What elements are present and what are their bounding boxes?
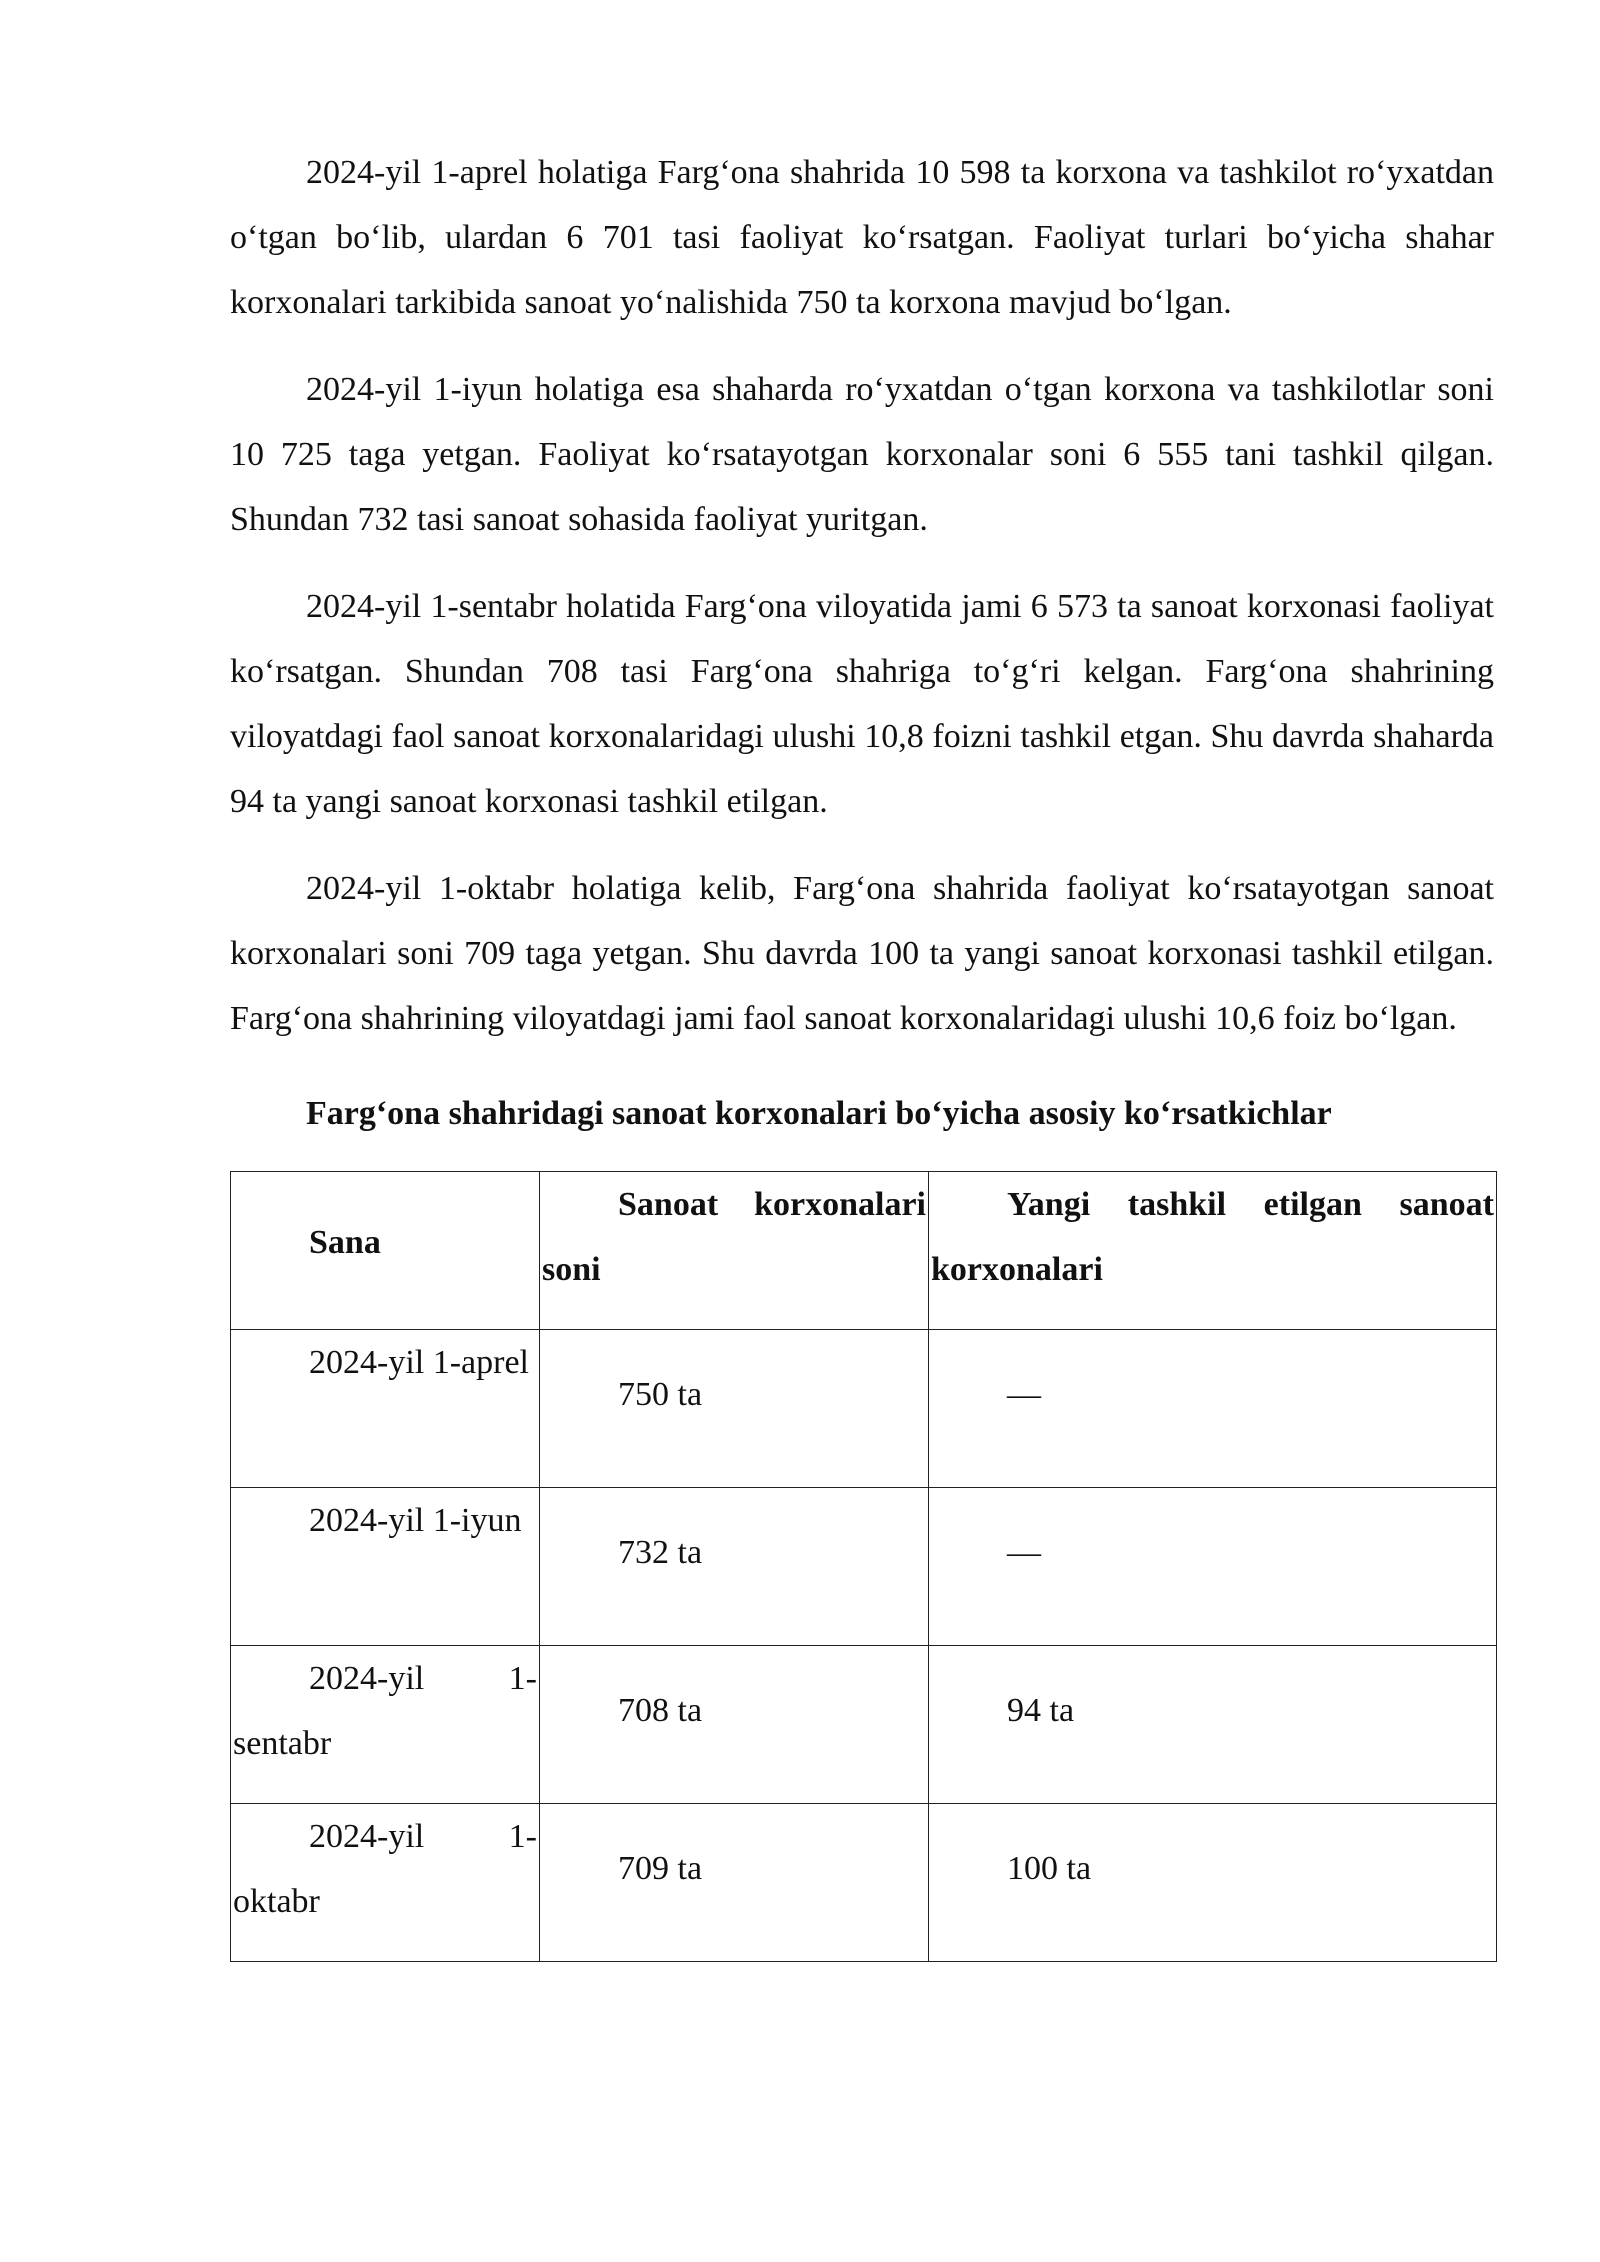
- paragraph: 2024-yil 1-oktabr holatiga kelib, Farg‘ona shahrida faoliyat ko‘rsatayotgan sanoat korxonalari soni 709 taga yetgan. Shu davrda 100 ta yangi sanoat korxonasi tashkil etilgan. Farg‘ona shahrining viloyatdagi jami faol sanoat korxonalaridagi ulushi 10,6 foiz bo‘lgan.: [230, 870, 1494, 1037]
- table-header-row: [231, 1172, 1497, 1330]
- header-new: Yangi tashkil etilgan sanoat korxonalari: [931, 1186, 1494, 1288]
- paragraph: 2024-yil 1-sentabr holatida Farg‘ona viloyatida jami 6 573 ta sanoat korxonasi faoliyat ko‘rsatgan. Shundan 708 tasi Farg‘ona shahriga to‘g‘ri kelgan. Farg‘ona shahrining viloyatdagi faol sanoat korxonalaridagi ulushi 10,8 foizni tashkil etgan. Shu davrda shaharda 94 ta yangi sanoat korxonasi tashkil etilgan.: [230, 588, 1494, 820]
- count-cell: [540, 1488, 929, 1646]
- row-count: 750 ta: [618, 1376, 703, 1413]
- row-date: 2024-yil 1-iyun: [309, 1502, 522, 1539]
- row-count: 732 ta: [618, 1534, 703, 1571]
- new-cell: [929, 1646, 1497, 1804]
- row-count: 709 ta: [618, 1850, 703, 1887]
- table-row: [231, 1804, 1497, 1962]
- table-row: [231, 1646, 1497, 1804]
- row-new: 100 ta: [1007, 1850, 1092, 1887]
- table-title: Farg‘ona shahridagi sanoat korxonalari bo‘yicha asosiy ko‘rsatkichlar: [306, 1095, 1332, 1132]
- paragraph: 2024-yil 1-aprel holatiga Farg‘ona shahrida 10 598 ta korxona va tashkilot ro‘yxatdan o‘tgan bo‘lib, ulardan 6 701 tasi faoliyat ko‘rsatgan. Faoliyat turlari bo‘yicha shahar korxonalari tarkibida sanoat yo‘nalishida 750 ta korxona mavjud bo‘lgan.: [230, 154, 1494, 321]
- row-new: 94 ta: [1007, 1692, 1075, 1729]
- indicators-table: [230, 1171, 1497, 1962]
- document-page: [230, 140, 1494, 1962]
- count-cell: [540, 1646, 929, 1804]
- row-new: —: [1007, 1376, 1041, 1413]
- table-row: [231, 1488, 1497, 1646]
- header-sana: Sana: [309, 1224, 381, 1261]
- row-date: 2024-yil 1-sentabr: [233, 1660, 537, 1762]
- new-cell: [929, 1804, 1497, 1962]
- paragraph: 2024-yil 1-iyun holatiga esa shaharda ro‘yxatdan o‘tgan korxona va tashkilotlar soni 10 725 taga yetgan. Faoliyat ko‘rsatayotgan korxonalar soni 6 555 tani tashkil qilgan. Shundan 732 tasi sanoat sohasida faoliyat yuritgan.: [230, 371, 1494, 538]
- new-cell: [929, 1330, 1497, 1488]
- header-cell: [231, 1172, 540, 1330]
- row-new: —: [1007, 1534, 1041, 1571]
- table-row: [231, 1330, 1497, 1488]
- date-cell: [231, 1646, 540, 1804]
- count-cell: [540, 1330, 929, 1488]
- header-cell: [540, 1172, 929, 1330]
- row-count: 708 ta: [618, 1692, 703, 1729]
- date-cell: [231, 1330, 540, 1488]
- date-cell: [231, 1488, 540, 1646]
- count-cell: [540, 1804, 929, 1962]
- row-date: 2024-yil 1-aprel: [309, 1344, 529, 1381]
- header-cell: [929, 1172, 1497, 1330]
- date-cell: [231, 1804, 540, 1962]
- new-cell: [929, 1488, 1497, 1646]
- header-count: Sanoat korxonalari soni: [542, 1186, 926, 1288]
- row-date: 2024-yil 1-oktabr: [233, 1818, 537, 1920]
